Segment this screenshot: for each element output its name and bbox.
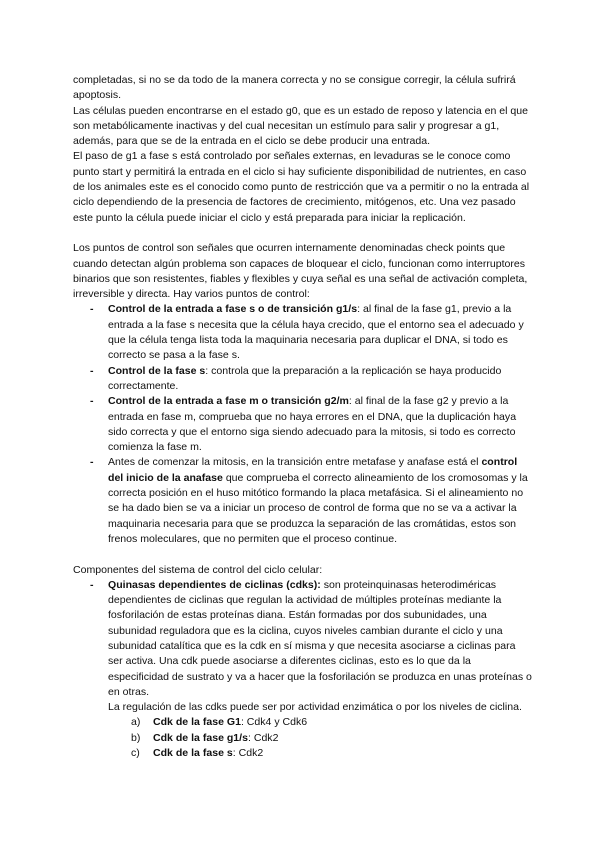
term-cdks: Quinasas dependientes de ciclinas (cdks): [108,578,321,591]
description-g1s: : al final de la fase g1, previo a la entrada a la fase s necesita que la célula haya crecido, que el entorno sea el adecuado y que la célula tenga lista toda la maquinaria necesaria para duplicar el DNA, si todo es correcto se pasa a la fase s. [108,303,524,362]
components-heading: Componentes del sistema de control del ciclo celular: [73,563,323,576]
value-cdk-g1: : Cdk4 y Cdk6 [240,716,308,729]
cdk-regulation: La regulación de las cdks puede ser por actividad enzimática o por los niveles de ciclina. [108,701,522,714]
paragraph-g1-to-s: El paso de g1 a fase s está controlado por señales externas, en levaduras se le conoce como punto start y permitirá la entrada en el ciclo si hay suficiente disponibilidad de nutrientes, en caso de los animales este es el conocido como punto de restricción que va a permitir o no la entrada al ciclo dependiendo de la presencia de factores de crecimiento, mitógenos, etc. Una vez pasado este punto la célula puede iniciar el ciclo y está preparada para iniciar la replicación. [73,150,530,224]
cdk-paragraph [108,578,533,700]
blank-line [73,547,533,562]
sublist-item-g1s [108,731,533,746]
value-cdk-s: : Cdk2 [232,747,264,760]
sublist-item-g1 [108,715,533,730]
term-cdk-g1: Cdk de la fase G1 [153,716,241,729]
anaphase-text-before: Antes de comenzar la mitosis, en la transición entre metafase y anafase está el [108,456,482,469]
sublist-marker: a) [131,716,141,729]
paragraph-g0-state: Las células pueden encontrarse en el estado g0, que es un estado de reposo y latencia en el que son metabólicamente inactivas y del cual necesitan un estímulo para salir y progresar a g1, además, para que se de la entrada en el ciclo se debe producir una entrada. [73,104,529,148]
description-s: : controla que la preparación a la replicación se haya producido correctamente. [108,364,502,392]
description-g2m: : al final de la fase g2 y previo a la entrada en fase m, comprueba que no haya errores en el DNA, que la duplicación haya sido correcta y que el entorno siga siendo adecuado para la mitosis, si todo es correcto comienza la fase m. [108,395,517,454]
list-item-g2m-checkpoint [73,394,533,455]
term-cdk-s: Cdk de la fase s [153,747,233,760]
term-g1s: Control de la entrada a fase s o de transición g1/s [108,303,358,316]
term-g2m: Control de la entrada a fase m o transición g2/m [108,395,349,408]
sublist-marker: c) [131,747,140,760]
checkpoint-list [73,302,533,547]
anaphase-text-after: que comprueba el correcto alineamiento de los cromosomas y la correcta posición en el huso mitótico formando la placa metafásica. Si el alineamiento no se ha dado bien se va a iniciar un proceso de control de forma que no se va a activar la maquinaria necesaria para que se produzca la separación de las cromátidas, estos son frenos moleculares, que no permiten que el proceso continue. [108,471,528,545]
list-item-cdks [73,578,533,762]
components-list [73,578,533,762]
term-s: Control de la fase s [108,364,206,377]
paragraph-checkpoints-intro: Los puntos de control son señales que ocurren internamente denominadas check points que cuando detectan algún problema son capaces de bloquear el ciclo, funcionan como interruptores binarios que son resistentes, fiables y flexibles y cuya señal es una señal de activación completa, irreversible y directa. Hay varios puntos de control: [73,242,528,301]
blank-line [73,226,533,241]
list-item-g1s-checkpoint [73,302,533,363]
sublist-item-s [108,746,533,761]
document-page [73,73,533,761]
list-item-anaphase-checkpoint [73,455,533,547]
list-item-s-checkpoint [73,364,533,395]
description-cdks: son proteinquinasas heterodiméricas dependientes de ciclinas que regulan la actividad de múltiples proteínas mediante la fosforilación de estas proteínas diana. Están formadas por dos subunidades, una subunidad reguladora que es la ciclina, cuyos niveles cambian durante el ciclo y una subunidad catalítica que es la cdk en sí misma y que necesita asociarse a ciclinas para ser activa. Una cdk puede asociarse a diferentes ciclinas, esto es lo que da la especificidad de sustrato y va a hacer que la fosforilación se produzca en unas proteínas o en otras. [108,578,532,698]
value-cdk-g1s: : Cdk2 [247,731,279,744]
term-anaphase: control del inicio de la anafase [108,456,518,484]
paragraph-apoptosis: completadas, si no se da todo de la manera correcta y no se consigue corregir, la célula sufrirá apoptosis. [73,74,516,102]
cdk-sublist [108,715,533,761]
term-cdk-g1s: Cdk de la fase g1/s [153,731,248,744]
sublist-marker: b) [131,731,141,744]
